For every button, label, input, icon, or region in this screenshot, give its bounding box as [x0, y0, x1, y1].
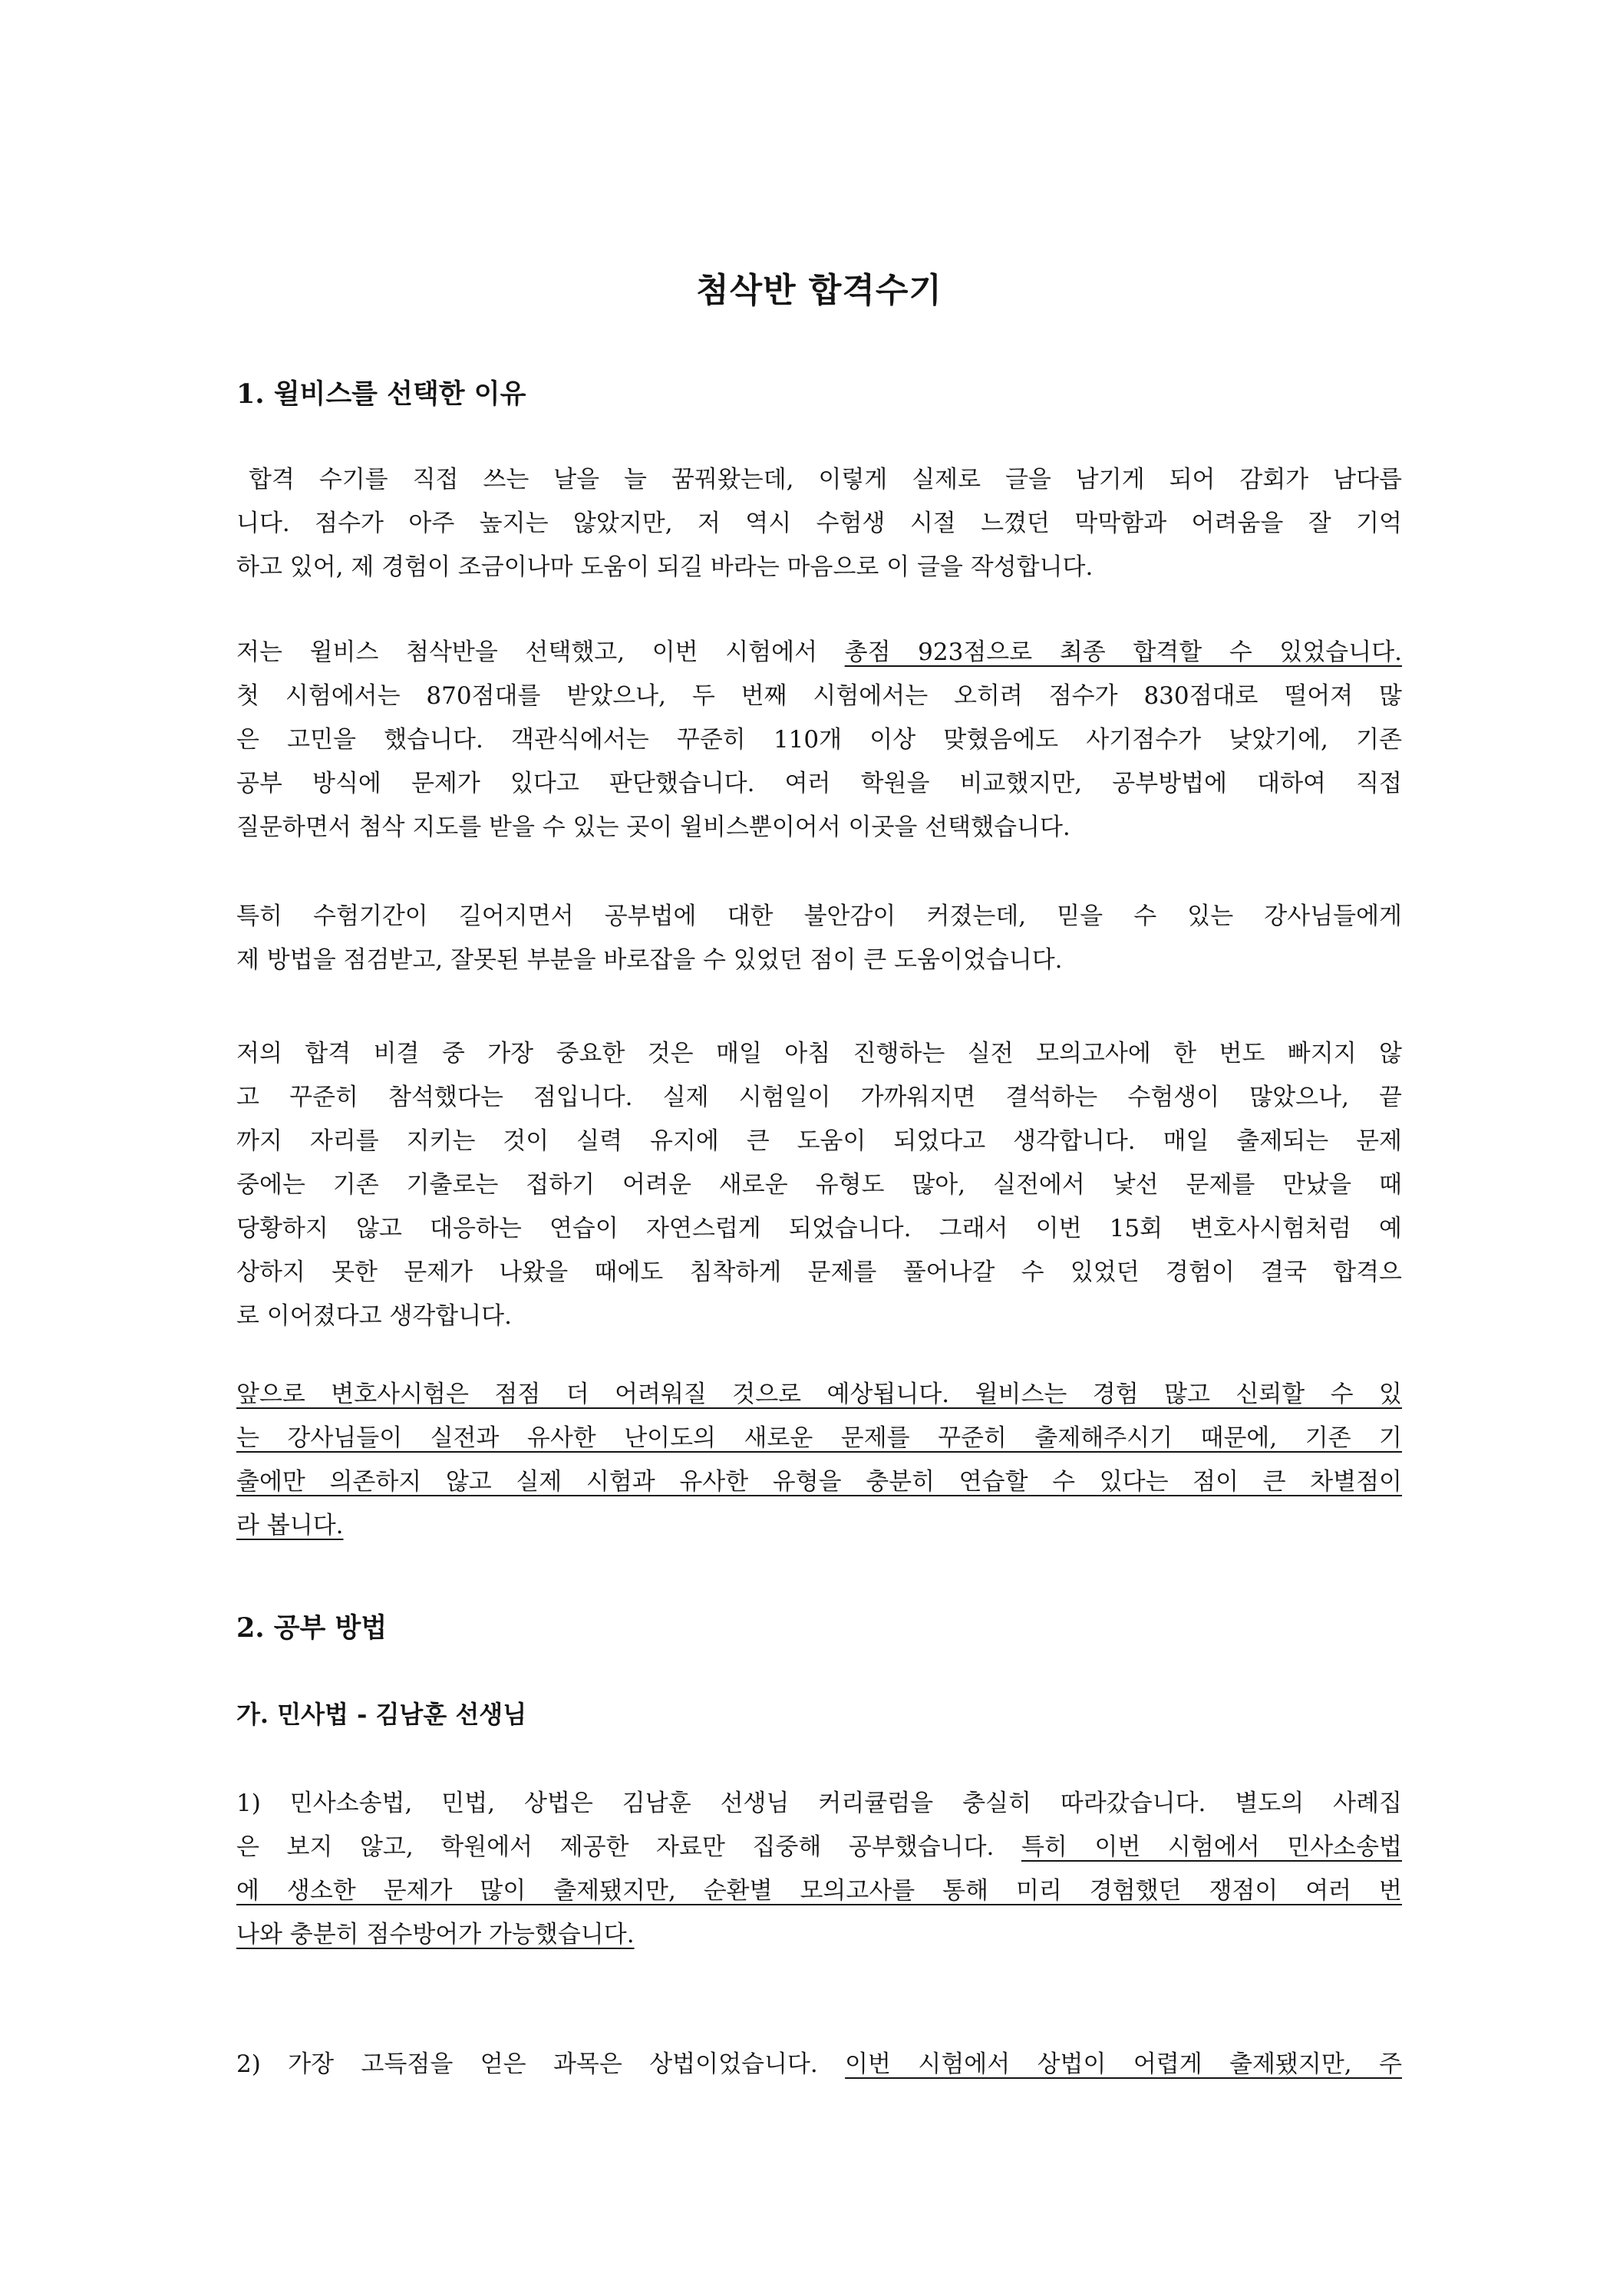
text-segment: 첫 시험에서는 870점대를 받았으나, 두 번째 시험에서는 오히려 점수가 830점대로 떨어져 많: [236, 682, 1402, 710]
text-line: [236, 1460, 1402, 1504]
text-segment: 저는 윌비스 첨삭반을 선택했고, 이번 시험에서: [236, 638, 845, 666]
text-line: [236, 1913, 1402, 1957]
text-segment: 2) 가장 고득점을 얻은 과목은 상법이었습니다.: [236, 2050, 846, 2078]
section-heading-study: 2. 공부 방법: [236, 1612, 388, 1644]
text-line: [236, 458, 1402, 502]
text-segment: 하고 있어, 제 경험이 조금이나마 도움이 되길 바라는 마음으로 이 글을 작성합니다.: [236, 553, 1094, 581]
text-segment: 은 고민을 했습니다. 객관식에서는 꾸준히 110개 이상 맞혔음에도 사기점수가 낮았기에, 기존: [236, 726, 1402, 754]
underlined-text: 앞으로 변호사시험은 점점 더 어려워질 것으로 예상됩니다. 윌비스는 경험 많고 신뢰할 수 있: [236, 1381, 1402, 1408]
text-segment: 공부 방식에 문제가 있다고 판단했습니다. 여러 학원을 비교했지만, 공부방법에 대하여 직접: [236, 770, 1402, 797]
text-line: [236, 1207, 1402, 1251]
text-line: [236, 718, 1402, 762]
text-segment: 로 이어졌다고 생각합니다.: [236, 1302, 512, 1330]
subheading-civil-law: 가. 민사법 - 김남훈 선생님: [236, 1700, 527, 1729]
paragraph-civil-2: [236, 2043, 1402, 2087]
text-segment: 까지 자리를 지키는 것이 실력 유지에 큰 도움이 되었다고 생각합니다. 매일 출제되는 문제: [236, 1127, 1402, 1155]
text-line: [236, 1417, 1402, 1460]
text-line: [236, 762, 1402, 806]
text-line: [236, 1504, 1402, 1548]
paragraph-outlook: [236, 1373, 1402, 1548]
text-line: [236, 939, 1402, 982]
text-segment: 합격 수기를 직접 쓰는 날을 늘 꿈꿔왔는데, 이렇게 실제로 글을 남기게 되어 감회가 남다릅: [249, 466, 1402, 493]
section-heading-reason: 1. 윌비스를 선택한 이유: [236, 378, 526, 410]
paragraph-intro: [236, 458, 1402, 589]
underlined-text: 에 생소한 문제가 많이 출제됐지만, 순환별 모의고사를 통해 미리 경험했던 쟁점이 여러 번: [236, 1877, 1402, 1905]
paragraph-secret: [236, 1032, 1402, 1338]
text-line: [236, 1782, 1402, 1826]
text-line: [236, 631, 1402, 675]
text-line: [236, 806, 1402, 849]
text-line: [236, 1869, 1402, 1913]
paragraph-anxiety: [236, 895, 1402, 982]
text-line: [236, 1295, 1402, 1338]
text-segment: 니다. 점수가 아주 높지는 않았지만, 저 역시 수험생 시절 느꼈던 막막함과 어려움을 잘 기억: [236, 510, 1402, 537]
text-line: [236, 1032, 1402, 1076]
underlined-text: 는 강사님들이 실전과 유사한 난이도의 새로운 문제를 꾸준히 출제해주시기 때문에, 기존 기: [236, 1424, 1402, 1452]
underlined-text: 특히 이번 시험에서 민사소송법: [1021, 1833, 1402, 1861]
paragraph-civil-1: [236, 1782, 1402, 1957]
underlined-text: 출에만 의존하지 않고 실제 시험과 유사한 유형을 충분히 연습할 수 있다는 점이 큰 차별점이: [236, 1468, 1402, 1496]
text-line: [236, 1251, 1402, 1295]
text-line: [236, 1826, 1402, 1869]
paragraph-choice: [236, 631, 1402, 849]
underlined-text: 총점 923점으로 최종 합격할 수 있었습니다.: [844, 638, 1402, 666]
text-segment: 상하지 못한 문제가 나왔을 때에도 침착하게 문제를 풀어나갈 수 있었던 경험이 결국 합격으: [236, 1259, 1402, 1286]
text-line: [236, 895, 1402, 939]
text-segment: 고 꾸준히 참석했다는 점입니다. 실제 시험일이 가까워지면 결석하는 수험생이 많았으나, 끝: [236, 1084, 1402, 1111]
text-line: [236, 546, 1402, 589]
text-segment: 질문하면서 첨삭 지도를 받을 수 있는 곳이 윌비스뿐이어서 이곳을 선택했습니다.: [236, 813, 1070, 841]
text-line: [236, 1076, 1402, 1120]
text-line: [236, 1120, 1402, 1163]
text-segment: 특히 수험기간이 길어지면서 공부법에 대한 불안감이 커졌는데, 믿을 수 있는 강사님들에게: [236, 902, 1402, 930]
underlined-text: 나와 충분히 점수방어가 가능했습니다.: [236, 1921, 635, 1948]
underlined-text: 라 봅니다.: [236, 1512, 344, 1539]
text-line: [236, 1163, 1402, 1207]
text-segment: 중에는 기존 기출로는 접하기 어려운 새로운 유형도 많아, 실전에서 낯선 문제를 만났을 때: [236, 1171, 1402, 1199]
text-segment: 저의 합격 비결 중 가장 중요한 것은 매일 아침 진행하는 실전 모의고사에 한 번도 빠지지 않: [236, 1040, 1402, 1067]
text-line: [236, 2043, 1402, 2087]
text-segment: 은 보지 않고, 학원에서 제공한 자료만 집중해 공부했습니다.: [236, 1833, 1021, 1861]
page-title: 첨삭반 합격수기: [696, 271, 942, 310]
text-line: [236, 502, 1402, 546]
text-line: [236, 1373, 1402, 1417]
text-segment: 당황하지 않고 대응하는 연습이 자연스럽게 되었습니다. 그래서 이번 15회 변호사시험처럼 예: [236, 1215, 1402, 1242]
underlined-text: 이번 시험에서 상법이 어렵게 출제됐지만, 주: [845, 2050, 1402, 2078]
text-line: [236, 675, 1402, 718]
text-segment: 1) 민사소송법, 민법, 상법은 김남훈 선생님 커리큘럼을 충실히 따라갔습니다. 별도의 사례집: [236, 1790, 1402, 1817]
text-segment: 제 방법을 점검받고, 잘못된 부분을 바로잡을 수 있었던 점이 큰 도움이었습니다.: [236, 946, 1063, 974]
